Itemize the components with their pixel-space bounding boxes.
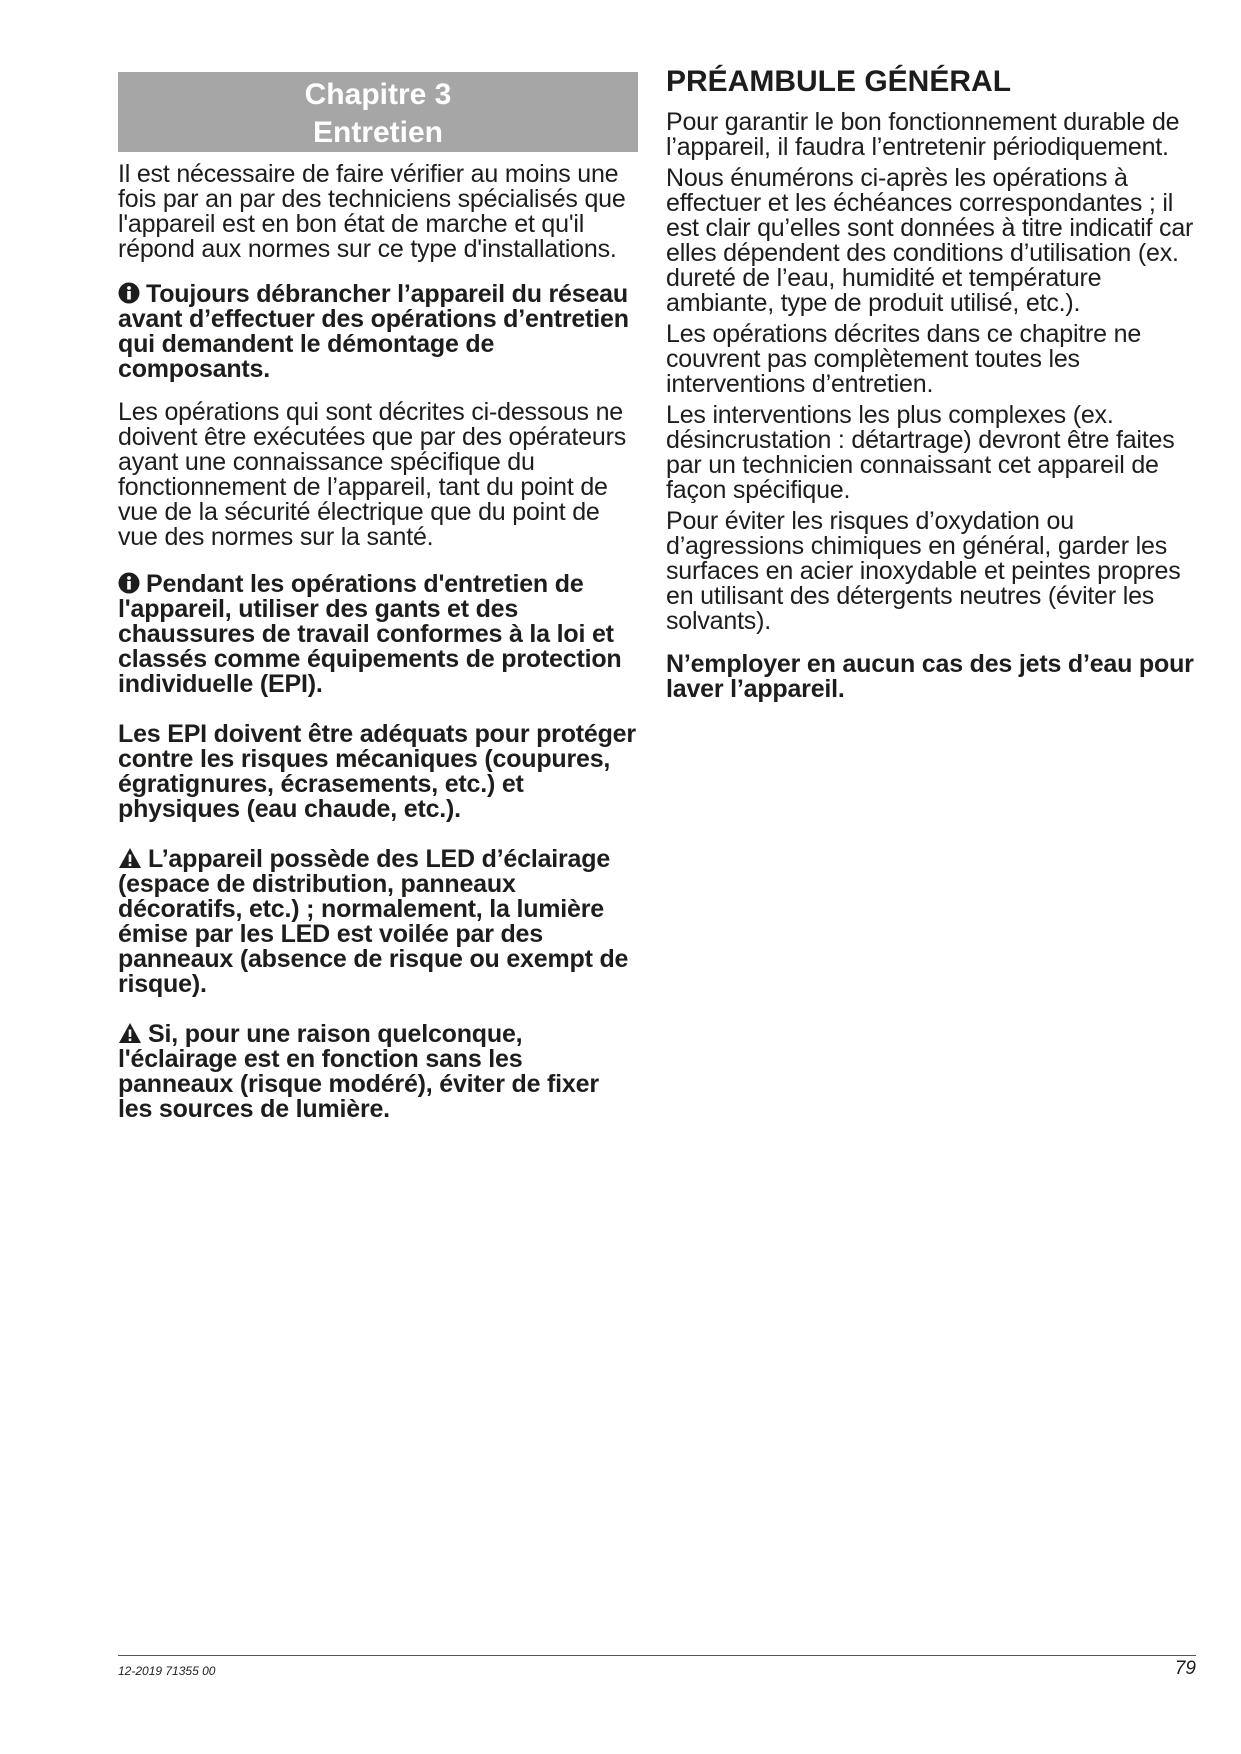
chapter-title: Entretien xyxy=(312,116,444,149)
info-icon xyxy=(118,572,140,594)
info-notice-disconnect-text: Toujours débrancher l’appareil du réseau avant d’effectuer des opérations d’entretien qui demandent le démontage de composants. xyxy=(118,280,629,383)
warning-icon xyxy=(118,847,142,869)
operators-paragraph: Les opérations qui sont décrites ci-dessous ne doivent être exécutées que par des opérateurs ayant une connaissance spécifique du fonctionnement de l’appareil, tant du point de vue de la sécurité électrique que du point de vue des normes sur la santé. xyxy=(118,398,627,551)
page-number: 79 xyxy=(1174,1658,1196,1679)
warning-notice-lighting-text: Si, pour une raison quelconque, l'éclairage est en fonction sans les panneaux (risque modéré), éviter de fixer les sources de lumière. xyxy=(118,1020,599,1123)
ppe-requirements-paragraph: Les EPI doivent être adéquats pour protéger contre les risques mécaniques (coupures, égratignures, écrasements, etc.) et physiques (eau chaude, etc.). xyxy=(118,720,636,823)
preamble-paragraph-2: Nous énumérons ci-après les opérations à effectuer et les échéances correspondantes ; il est clair qu’elles sont données à titre indicatif car elles dépendent des conditions d’utilisation (ex. dureté de l’eau, humidité et température ambiante, type de produit utilisé, etc.). xyxy=(666,164,1194,317)
warning-icon xyxy=(118,1022,142,1044)
preamble-paragraph-4: Les interventions les plus complexes (ex. désincrustation : détartrage) devront être faites par un technicien connaissant cet appareil de façon spécifique. xyxy=(666,401,1175,504)
intro-paragraph: Il est nécessaire de faire vérifier au moins une fois par an par des techniciens spécialisés que l'appareil est en bon état de marche et qu'il répond aux normes sur ce type d'installations. xyxy=(118,160,626,263)
preamble-paragraph-5: Pour éviter les risques d’oxydation ou d’agressions chimiques en général, garder les surfaces en acier inoxydable et peintes propres en utilisant des détergents neutres (éviter les solvants). xyxy=(666,507,1181,635)
info-notice-disconnect xyxy=(118,282,638,382)
warning-notice-lighting xyxy=(118,1022,638,1122)
warning-notice-led-text: L’appareil possède des LED d’éclairage (espace de distribution, panneaux décoratifs, etc.) ; normalement, la lumière émise par les LED est voilée par des panneaux (absence de risque ou exempt de risque). xyxy=(118,845,629,998)
chapter-header xyxy=(118,72,638,152)
water-jet-warning: N’employer en aucun cas des jets d’eau pour laver l’appareil. xyxy=(666,650,1194,703)
info-notice-ppe-text: Pendant les opérations d'entretien de l'appareil, utiliser des gants et des chaussures de travail conformes à la loi et classés comme équipements de protection individuelle (EPI). xyxy=(118,570,622,698)
footer-divider xyxy=(118,1655,1196,1656)
warning-notice-led xyxy=(118,847,638,997)
section-heading: PRÉAMBULE GÉNÉRAL xyxy=(666,65,1012,98)
chapter-number: Chapitre 3 xyxy=(304,78,452,111)
right-column xyxy=(666,64,1196,702)
info-notice-ppe xyxy=(118,572,638,697)
preamble-paragraph-1: Pour garantir le bon fonctionnement durable de l’appareil, il faudra l’entretenir périodiquement. xyxy=(666,108,1180,161)
left-column xyxy=(118,72,638,1122)
document-code: 12-2019 71355 00 xyxy=(118,1664,216,1678)
preamble-paragraph-3: Les opérations décrites dans ce chapitre ne couvrent pas complètement toutes les interventions d’entretien. xyxy=(666,320,1142,398)
info-icon xyxy=(118,282,140,304)
